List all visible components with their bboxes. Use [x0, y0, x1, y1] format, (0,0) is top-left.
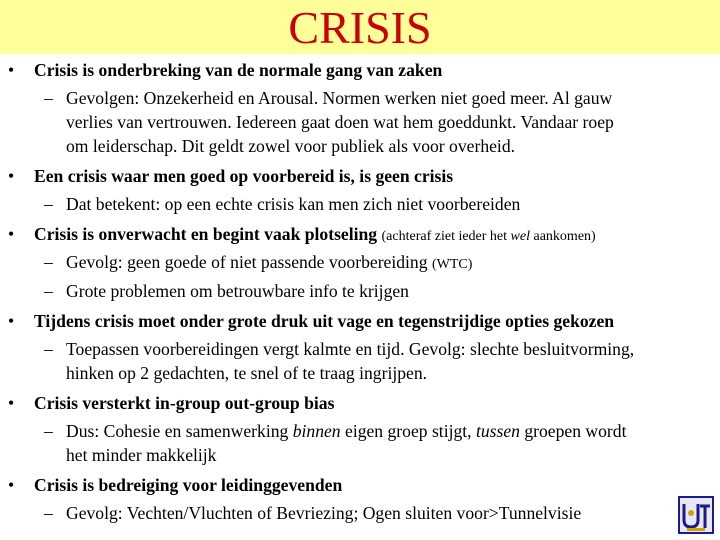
bullet-point-3	[34, 222, 596, 249]
dash-icon: –	[44, 194, 53, 214]
bullet-point-6: Crisis is bedreiging voor leidinggevenden	[34, 475, 343, 495]
bullet-point-1: Crisis is onderbreking van de normale gang van zaken	[34, 60, 443, 80]
sub-point-5-1-line-2: het minder makkelijk	[66, 445, 217, 465]
note-emphasis: wel	[510, 229, 530, 244]
sub-text: eigen groep stijgt,	[340, 421, 476, 441]
slide-title: CRISIS	[288, 2, 432, 53]
emphasis-tussen: tussen	[475, 421, 520, 441]
sub-point-4-1-line-2: hinken op 2 gedachten, te snel of te traag ingrijpen.	[66, 363, 428, 383]
sub-point-1-1: Gevolgen: Onzekerheid en Arousal. Normen werken niet goed meer. Al gauw	[66, 88, 613, 108]
bullet-point-4: Tijdens crisis moet onder grote druk uit vage en tegenstrijdige opties gekozen	[34, 311, 615, 331]
dash-icon: –	[44, 88, 53, 108]
sub-point-3-1	[66, 250, 472, 277]
sub-text: groepen wordt	[519, 421, 627, 441]
bullet-point-2: Een crisis waar men goed op voorbereid is, is geen crisis	[34, 166, 454, 186]
bullet-point-5: Crisis versterkt in-group out-group bias	[34, 393, 335, 413]
bullet-icon: •	[8, 311, 15, 331]
sub-point-3-2: Grote problemen om betrouwbare info te krijgen	[66, 281, 409, 301]
sub-point-1-1-line-3: om leiderschap. Dit geldt zowel voor publiek als voor overheid.	[66, 136, 516, 156]
sub-point-6-1: Gevolg: Vechten/Vluchten of Bevriezing; Ogen sluiten voor>Tunnelvisie	[66, 503, 582, 523]
emphasis-binnen: binnen	[292, 421, 341, 441]
sub-point-3-1-note: (WTC)	[431, 257, 473, 272]
dash-icon: –	[44, 252, 53, 272]
note-text-b: aankomen)	[530, 229, 596, 244]
sub-point-2-1: Dat betekent: op een echte crisis kan men zich niet voorbereiden	[66, 194, 521, 214]
bullet-point-3-text: Crisis is onverwacht en begint vaak plotseling	[34, 224, 378, 244]
university-logo-icon	[678, 496, 714, 534]
bullet-icon: •	[8, 224, 15, 244]
sub-point-5-1	[66, 419, 626, 443]
bullet-icon: •	[8, 166, 15, 186]
dash-icon: –	[44, 281, 53, 301]
bullet-icon: •	[8, 393, 15, 413]
dash-icon: –	[44, 503, 53, 523]
dash-icon: –	[44, 339, 53, 359]
bullet-icon: •	[8, 475, 15, 495]
bullet-point-3-note	[382, 229, 596, 244]
dash-icon: –	[44, 421, 53, 441]
sub-point-4-1: Toepassen voorbereidingen vergt kalmte en tijd. Gevolg: slechte besluitvorming,	[66, 339, 635, 359]
sub-point-1-1-line-2: verlies van vertrouwen. Iedereen gaat doen wat hem goeddunkt. Vandaar roep	[66, 112, 614, 132]
sub-text: Dus: Cohesie en samenwerking	[66, 421, 293, 441]
bullet-icon: •	[8, 60, 15, 80]
note-text-a: (achteraf ziet ieder het	[381, 229, 511, 244]
sub-point-3-1-text: Gevolg: geen goede of niet passende voorbereiding	[66, 252, 428, 272]
